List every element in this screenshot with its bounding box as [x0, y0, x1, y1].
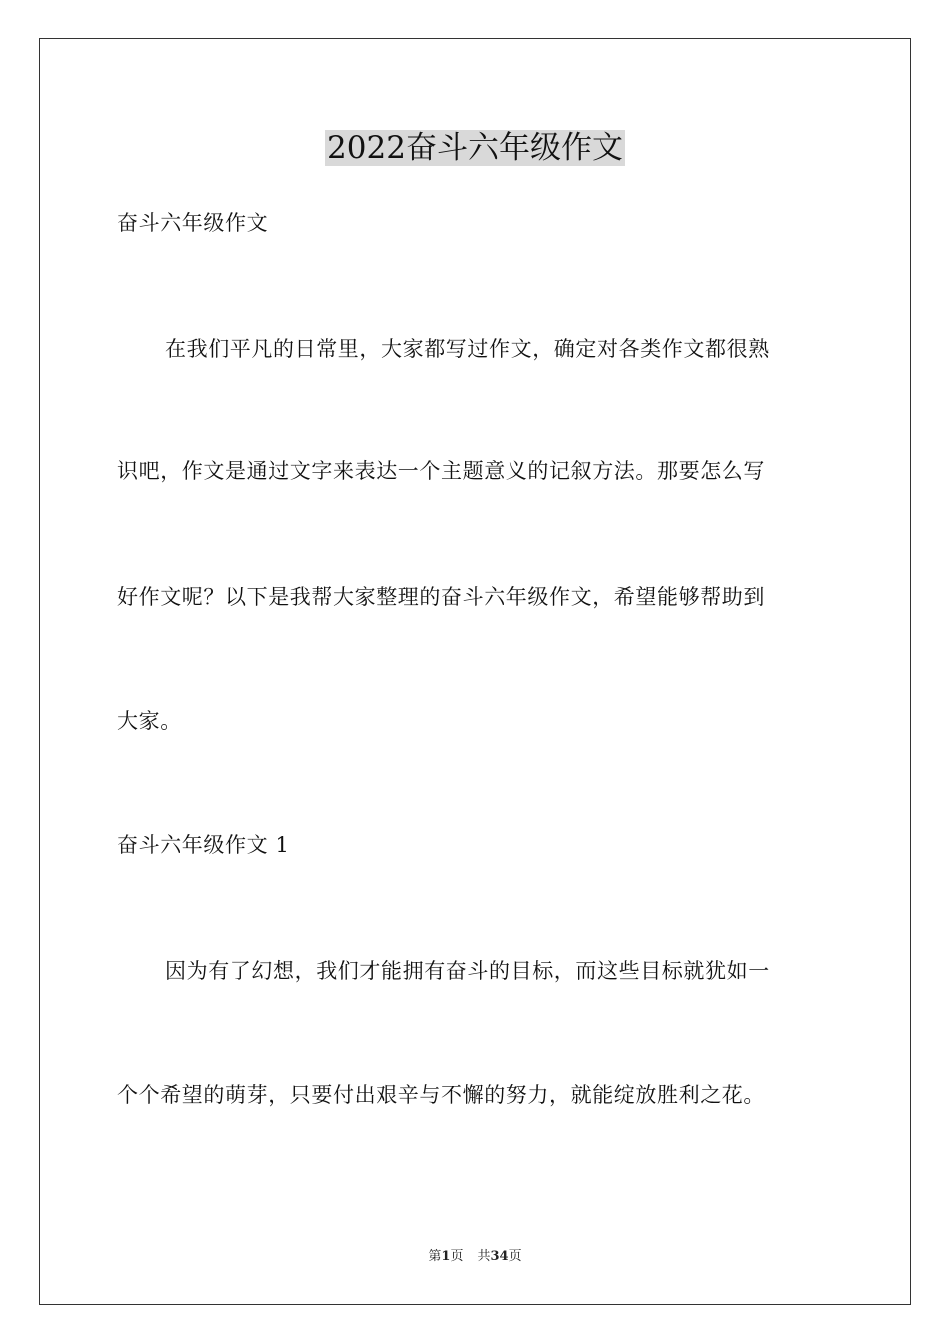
section1-line-2: 个个希望的萌芽，只要付出艰辛与不懈的努力，就能绽放胜利之花。 — [117, 1083, 765, 1107]
document-title-text: 2022奋斗六年级作文 — [327, 130, 623, 166]
section-heading-1: 奋斗六年级作文 1 — [117, 833, 290, 857]
intro-line-4: 大家。 — [117, 709, 182, 733]
section1-line-1: 因为有了幻想，我们才能拥有奋斗的目标，而这些目标就犹如一 — [165, 959, 770, 983]
page-suffix: 页 — [450, 1249, 464, 1264]
page-footer — [0, 1248, 950, 1266]
page-prefix: 第 — [428, 1249, 442, 1264]
intro-line-3: 好作文呢？以下是我帮大家整理的奋斗六年级作文，希望能够帮助到 — [117, 585, 765, 609]
subtitle: 奋斗六年级作文 — [117, 211, 269, 235]
total-suffix: 页 — [508, 1249, 522, 1264]
document-title — [0, 128, 950, 168]
intro-line-2: 识吧，作文是通过文字来表达一个主题意义的记叙方法。那要怎么写 — [117, 459, 765, 483]
total-pages: 34 — [490, 1249, 509, 1264]
page-number: 1 — [441, 1249, 451, 1264]
total-prefix: 共 — [477, 1249, 491, 1264]
intro-line-1: 在我们平凡的日常里，大家都写过作文，确定对各类作文都很熟 — [165, 337, 770, 361]
